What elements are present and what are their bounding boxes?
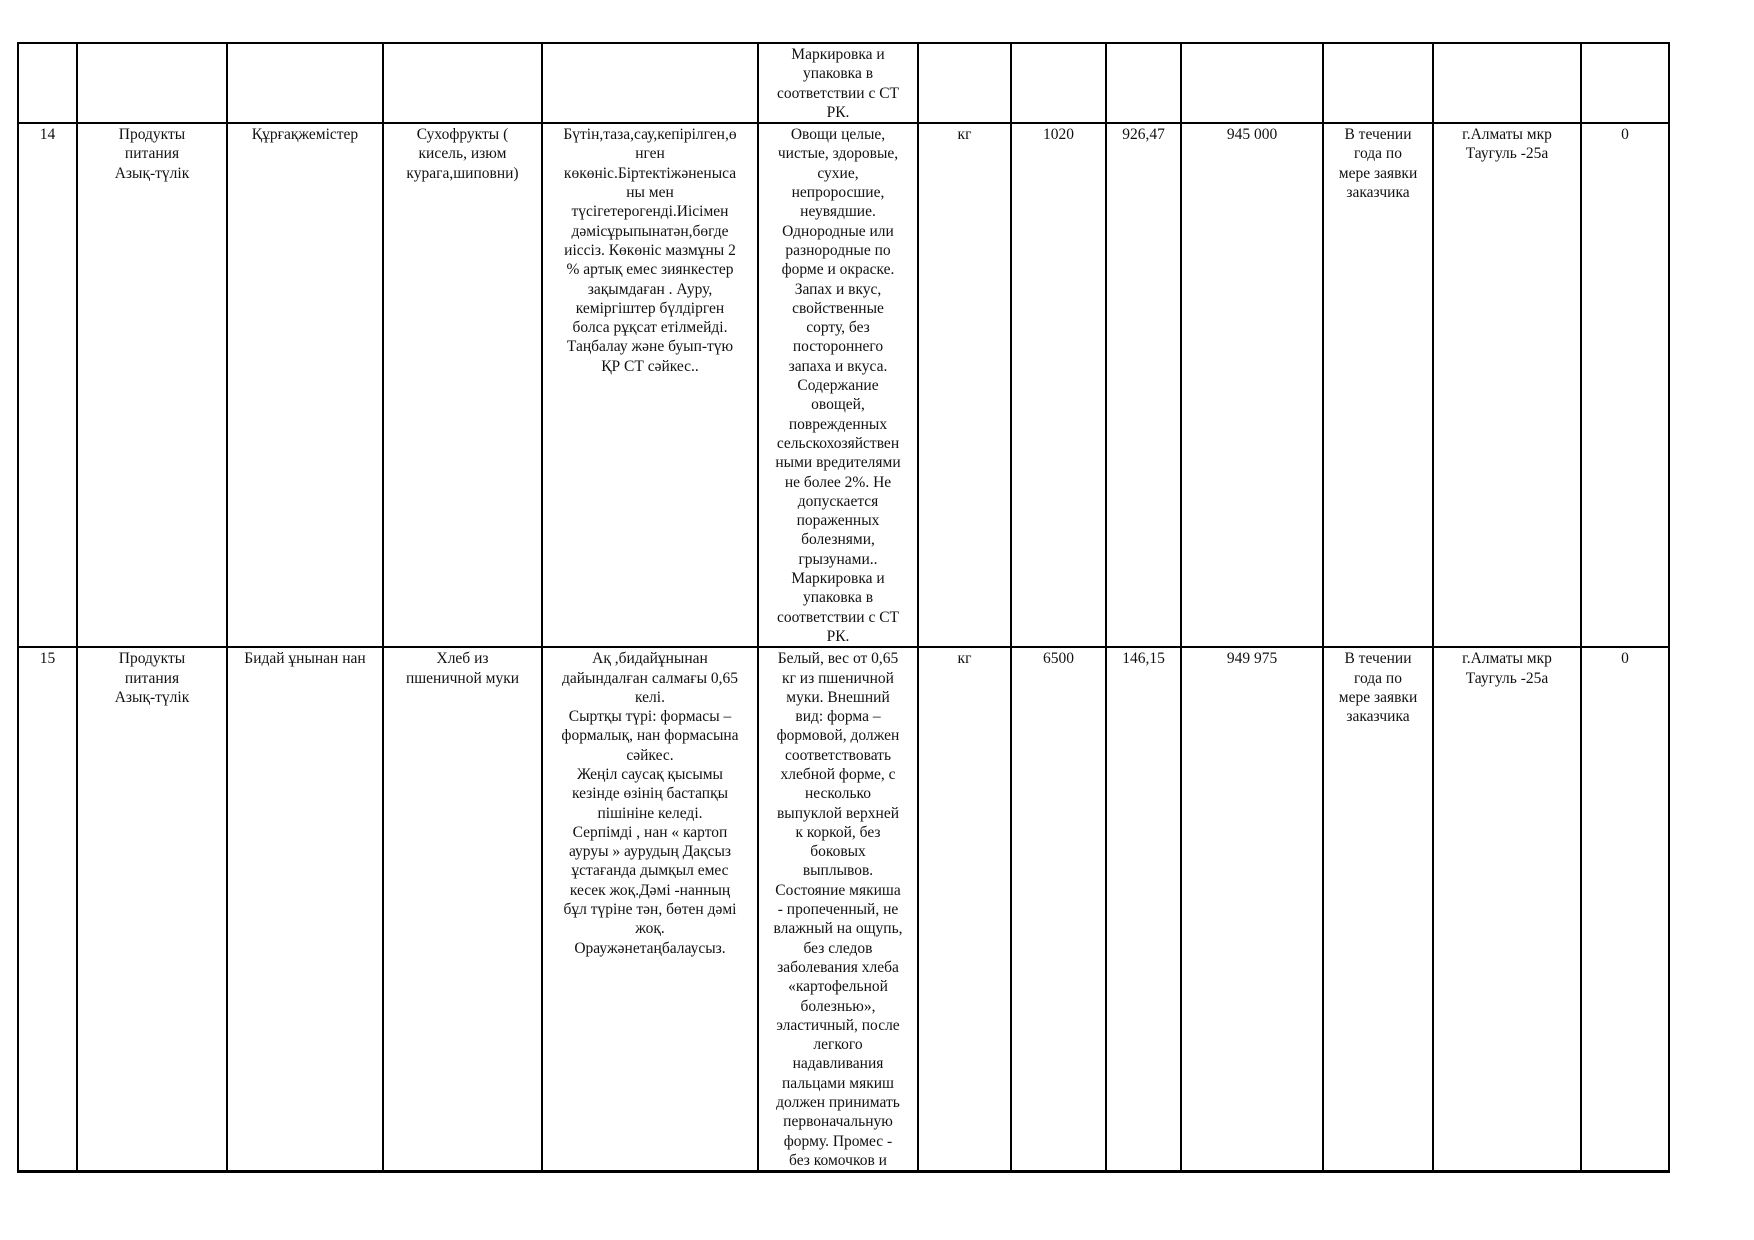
cell-unit: кг [918,123,1011,647]
cell-unit [918,43,1011,123]
cell-spec-kz [542,43,758,123]
cell-sum: 949 975 [1181,647,1323,1172]
procurement-table [17,42,1670,1173]
cell-num: 14 [18,123,77,647]
cell-spec-ru: Белый, вес от 0,65 кг из пшеничной муки. Внешний вид: форма – формовой, должен соответствовать хлебной форме, с несколько выпуклой верхней к коркой, без боковых выплывов. Состояние мякиша - пропеченный, не влажный на ощупь, без следов заболевания хлеба «картофельной болезнью», эластичный, после легкого надавливания пальцами мякиш должен принимать первоначальную форму. Промес - без комочков и [758,647,918,1172]
table-row [18,123,1669,647]
cell-qty: 1020 [1011,123,1106,647]
cell-term: В течении года по мере заявки заказчика [1323,647,1433,1172]
cell-spec-kz: Ақ ,бидайұнынан дайындалған салмағы 0,65 келі. Сыртқы түрі: формасы – формалық, нан формасына сәйкес. Жеңіл саусақ қысымы кезінде өзінің бастапқы пішініне келеді. Серпімді , нан « картоп ауруы » аурудың Дақсыз ұстағанда дымқыл емес кесек жоқ.Дәмі -нанның бұл түріне тән, бөтен дәмі жоқ. Ораужәнетаңбалаусыз. [542,647,758,1172]
cell-category: Продукты питания Азық-түлік [77,123,227,647]
cell-price: 146,15 [1106,647,1181,1172]
cell-advance: 0 [1581,647,1669,1172]
cell-category [77,43,227,123]
cell-advance: 0 [1581,123,1669,647]
cell-sum: 945 000 [1181,123,1323,647]
cell-place [1433,43,1581,123]
cell-num [18,43,77,123]
cell-price: 926,47 [1106,123,1181,647]
cell-place: г.Алматы мкр Таугуль -25а [1433,647,1581,1172]
cell-sum [1181,43,1323,123]
cell-price [1106,43,1181,123]
cell-advance [1581,43,1669,123]
cell-num: 15 [18,647,77,1172]
cell-name-kz [227,43,383,123]
cell-name-kz: Құрғақжемістер [227,123,383,647]
cell-name-ru: Хлеб из пшеничной муки [383,647,542,1172]
cell-name-ru [383,43,542,123]
cell-category: Продукты питания Азық-түлік [77,647,227,1172]
table-row [18,43,1669,123]
cell-spec-ru: Маркировка и упаковка в соответствии с СТ РК. [758,43,918,123]
cell-qty: 6500 [1011,647,1106,1172]
cell-place: г.Алматы мкр Таугуль -25а [1433,123,1581,647]
cell-spec-ru: Овощи целые, чистые, здоровые, сухие, непроросшие, неувядшие. Однородные или разнородные по форме и окраске. Запах и вкус, свойственные сорту, без постороннего запаха и вкуса. Содержание овощей, поврежденных сельскохозяйствен ными вредителями не более 2%. Не допускается пораженных болезнями, грызунами.. Маркировка и упаковка в соответствии с СТ РК. [758,123,918,647]
cell-name-ru: Сухофрукты ( кисель, изюм курага,шиповни) [383,123,542,647]
cell-term [1323,43,1433,123]
cell-spec-kz: Бүтін,таза,сау,кепірілген,ө нген көкөніс.Біртектіжәненыса ны мен түсігетерогенді.Иісімен дәмісұрыпынатән,бөгде иіссіз. Көкөніс мазмұны 2 % артық емес зиянкестер зақымдаған . Ауру, кеміргіштер бүлдірген болса рұқсат етілмейді. Таңбалау және буып-түю ҚР СТ сәйкес.. [542,123,758,647]
cell-unit: кг [918,647,1011,1172]
cell-qty [1011,43,1106,123]
table-row [18,647,1669,1172]
cell-name-kz: Бидай ұнынан нан [227,647,383,1172]
cell-term: В течении года по мере заявки заказчика [1323,123,1433,647]
